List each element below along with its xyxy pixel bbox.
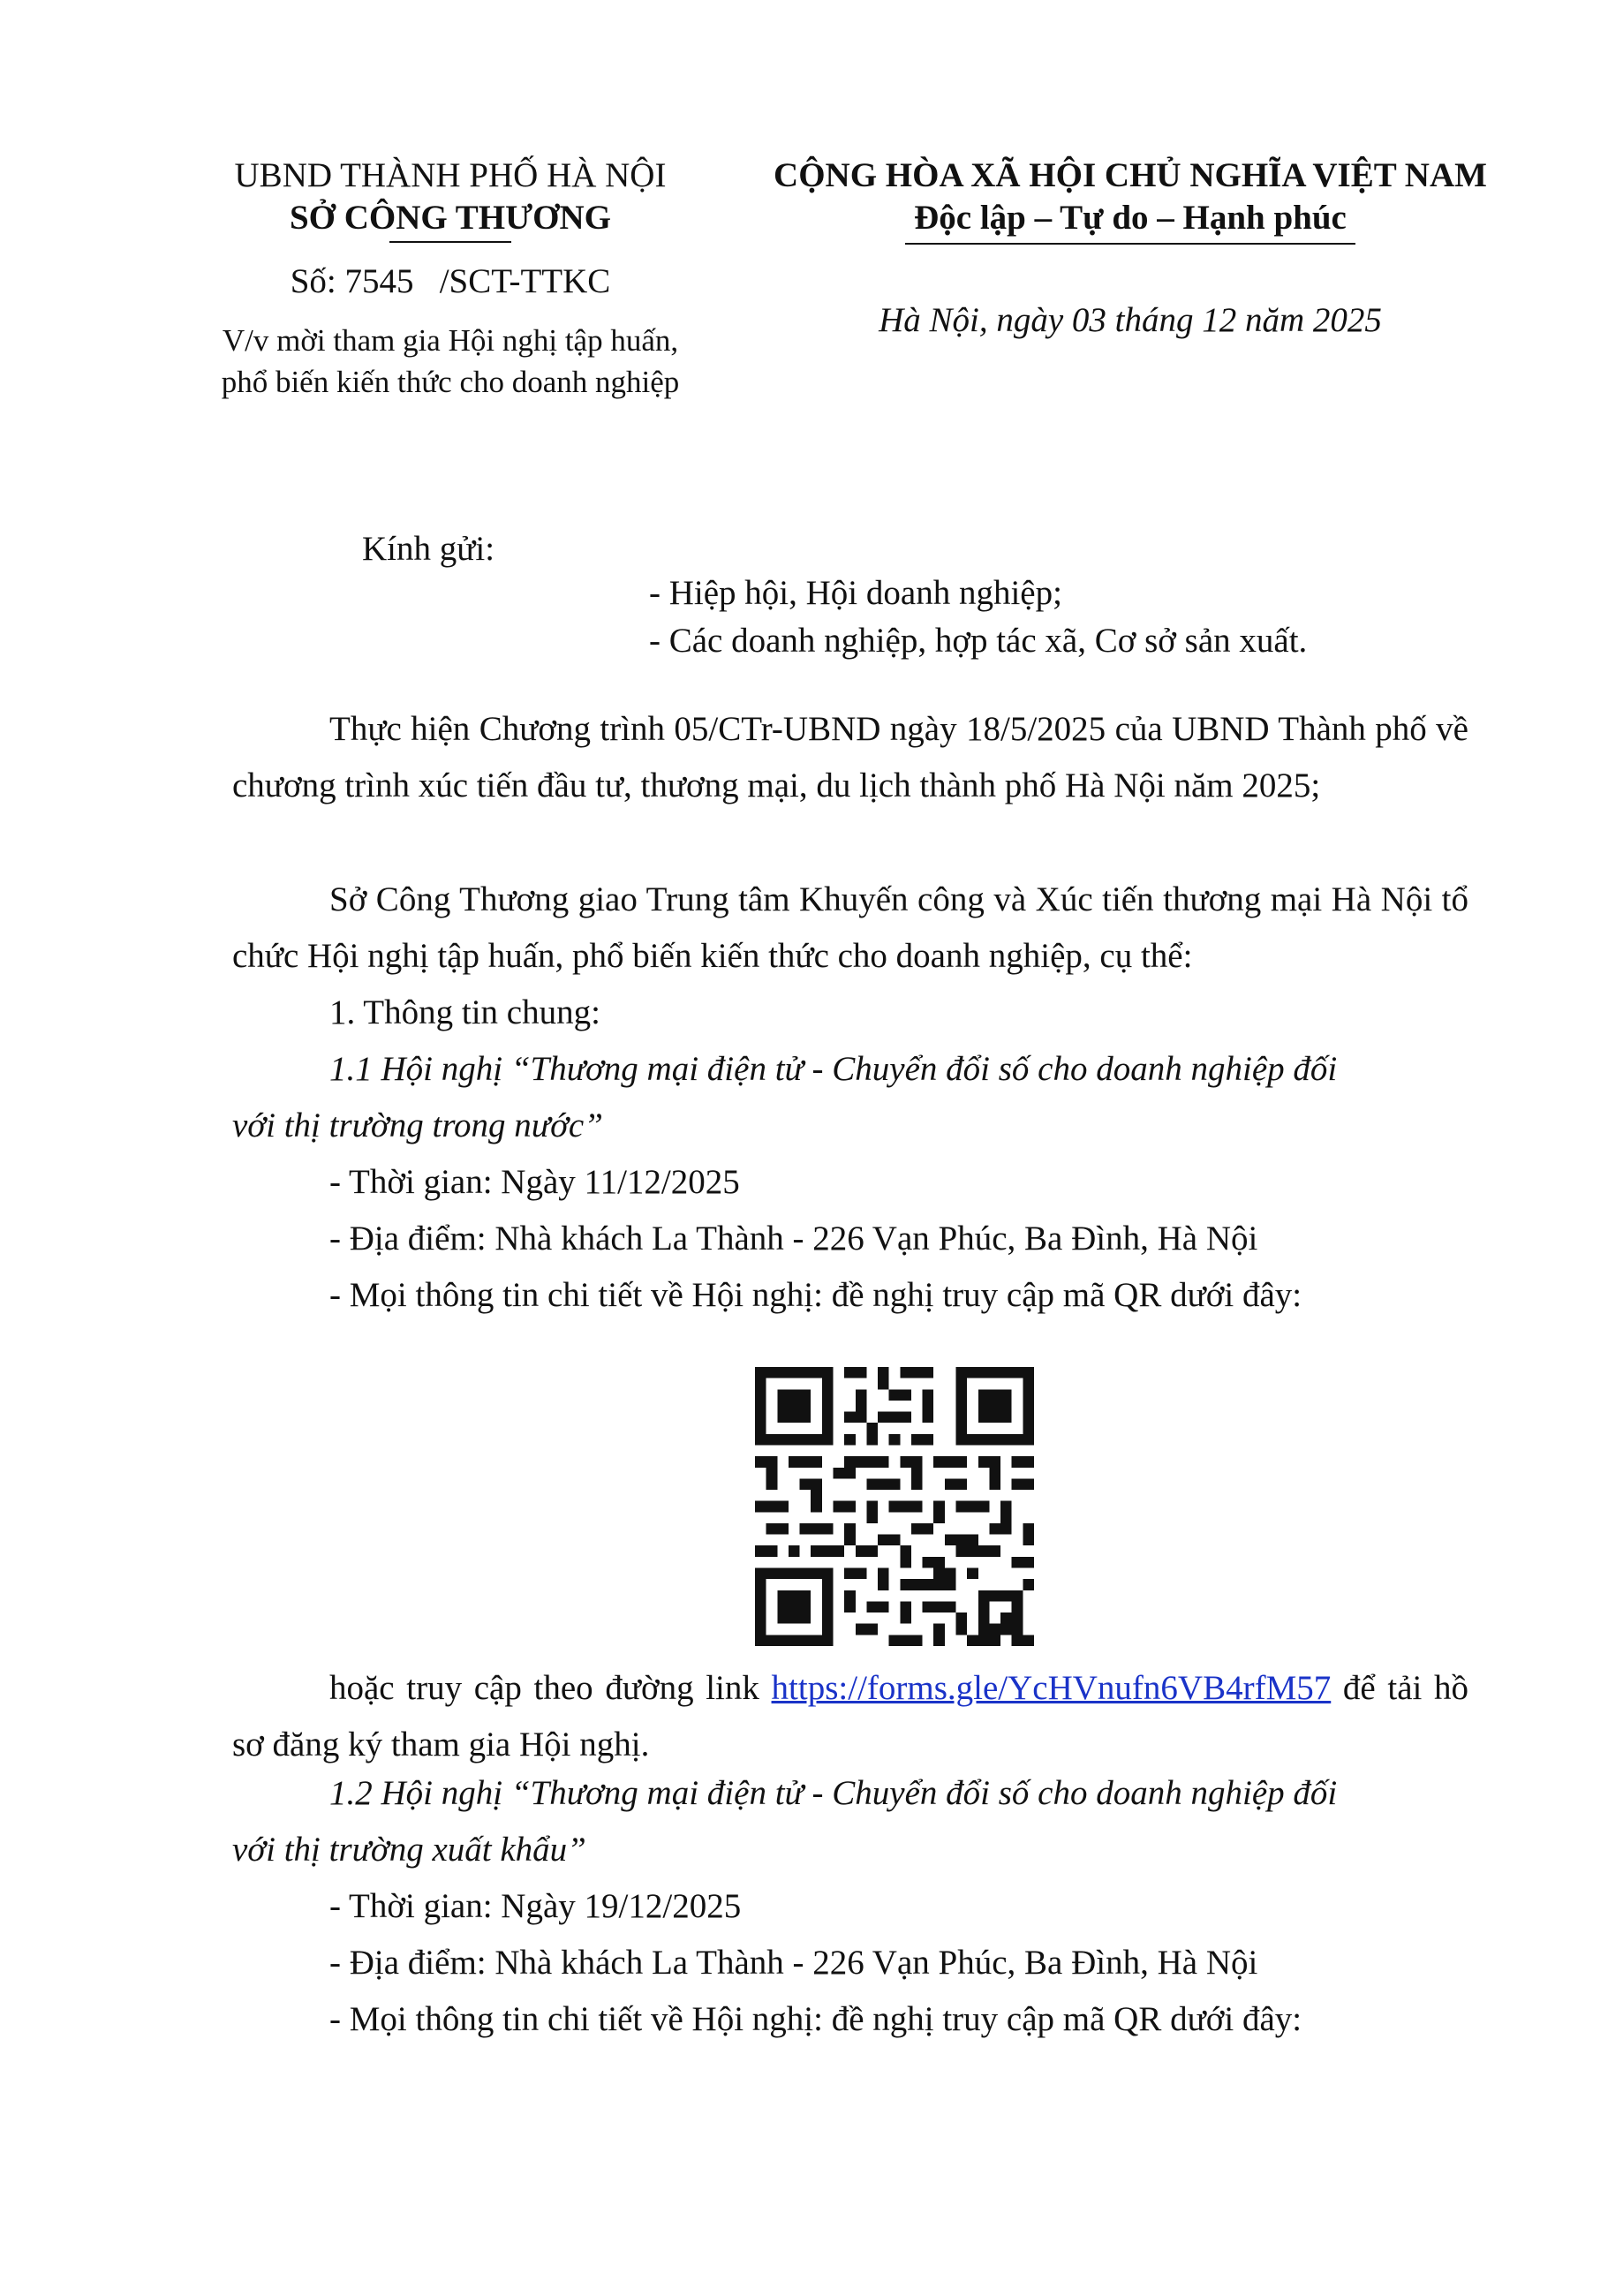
document-subject xyxy=(203,320,698,403)
issuer-authority: UBND THÀNH PHỐ HÀ NỘI xyxy=(234,156,667,194)
conference-1-title: 1.1 Hội nghị “Thương mại điện tử - Chuyển đổi số cho doanh nghiệp đối xyxy=(329,1050,1338,1088)
conference-2-info: - Mọi thông tin chi tiết về Hội nghị: đề nghị truy cập mã QR dưới đây: xyxy=(329,2000,1302,2038)
conference-1-place: - Địa điểm: Nhà khách La Thành - 226 Vạn Phúc, Ba Đình, Hà Nội xyxy=(329,1220,1258,1258)
conference-1-time: - Thời gian: Ngày 11/12/2025 xyxy=(329,1163,740,1201)
conference-2-title-cont: với thị trường xuất khẩu” xyxy=(232,1831,586,1869)
subject-line-1: V/v mời tham gia Hội nghị tập huấn, xyxy=(222,323,679,358)
link-suffix: để tải hồ sơ đăng ký tham gia Hội nghị. xyxy=(232,1669,1468,1764)
document-number: Số: 7545 /SCT-TTKC xyxy=(290,262,611,300)
issuer-block xyxy=(203,155,698,243)
document-date: Hà Nội, ngày 03 tháng 12 năm 2025 xyxy=(879,301,1382,339)
conference-2-title: 1.2 Hội nghị “Thương mại điện tử - Chuyển đổi số cho doanh nghiệp đối xyxy=(329,1774,1338,1812)
motto-underline xyxy=(905,243,1355,245)
paragraph-assignment: Sở Công Thương giao Trung tâm Khuyến công và Xúc tiến thương mại Hà Nội tổ chức Hội nghị tập huấn, phổ biến kiến thức cho doanh nghiệp, cụ thể: xyxy=(232,880,1468,975)
link-paragraph xyxy=(232,1660,1468,1773)
conference-2-place: - Địa điểm: Nhà khách La Thành - 226 Vạn Phúc, Ba Đình, Hà Nội xyxy=(329,1944,1258,1982)
qr-code-icon xyxy=(755,1367,1034,1646)
issuer-department: SỞ CÔNG THƯƠNG xyxy=(289,199,612,237)
conference-2-time: - Thời gian: Ngày 19/12/2025 xyxy=(329,1887,742,1925)
section-heading: 1. Thông tin chung: xyxy=(329,993,600,1031)
issuer-underline xyxy=(389,241,511,243)
paragraph-legal-basis: Thực hiện Chương trình 05/CTr-UBND ngày 18/5/2025 của UBND Thành phố về chương trình xúc tiến đầu tư, thương mại, du lịch thành phố Hà Nội năm 2025; xyxy=(232,710,1468,804)
national-title-block xyxy=(742,155,1519,245)
link-prefix: hoặc truy cập theo đường link xyxy=(329,1669,772,1707)
recipients-label: Kính gửi: xyxy=(362,530,495,568)
recipient-item: - Các doanh nghiệp, hợp tác xã, Cơ sở sản xuất. xyxy=(649,622,1308,660)
conference-1-info: - Mọi thông tin chi tiết về Hội nghị: đề nghị truy cập mã QR dưới đây: xyxy=(329,1276,1302,1314)
subject-line-2: phổ biến kiến thức cho doanh nghiệp xyxy=(221,365,680,399)
national-title: CỘNG HÒA XÃ HỘI CHỦ NGHĨA VIỆT NAM xyxy=(774,156,1487,194)
national-motto: Độc lập – Tự do – Hạnh phúc xyxy=(914,199,1347,237)
registration-link[interactable]: https://forms.gle/YcHVnufn6VB4rfM57 xyxy=(771,1669,1332,1707)
conference-1-title-cont: với thị trường trong nước” xyxy=(232,1106,603,1144)
recipient-item: - Hiệp hội, Hội doanh nghiệp; xyxy=(649,574,1062,612)
